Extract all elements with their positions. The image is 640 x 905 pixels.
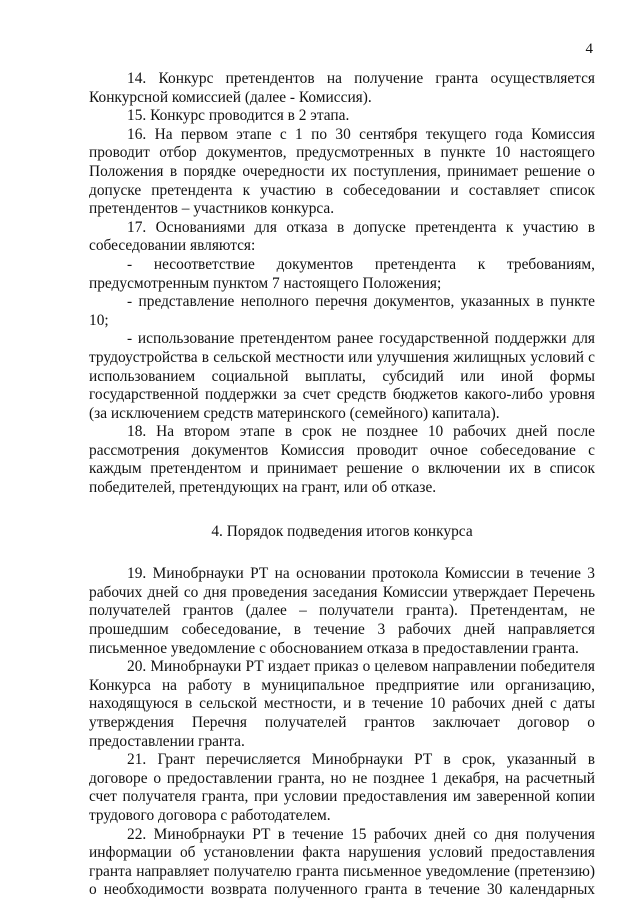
paragraph-17-item-1: - несоответствие документов претендента к требованиям, предусмотренным пунктом 7 настоящего Положения; <box>89 255 595 292</box>
paragraph-20: 20. Минобрнауки РТ издает приказ о целевом направлении победителя Конкурса на работу в муниципальное предприятие или организацию, находящуюся в сельской местности, и в течение 10 рабочих дней с даты утверждения Перечня получателей грантов заключает договор о предоставлении гранта. <box>89 658 595 750</box>
paragraph-16: 16. На первом этапе с 1 по 30 сентября текущего года Комиссия проводит отбор документов, предусмотренных в пункте 10 настоящего Положения в порядке очередности их поступления, принимает решение о допуске претендента к участию в собеседовании и составляет список претендентов – участников конкурса. <box>89 125 595 218</box>
paragraph-15: 15. Конкурс проводится в 2 этапа. <box>127 107 350 125</box>
paragraph-21: 21. Грант перечисляется Минобрнауки РТ в срок, указанный в договоре о предоставлении гранта, но не позднее 1 декабря, на расчетный счет получателя гранта, при условии предоставления им заверенной копии трудового договора с работодателем. <box>89 751 595 824</box>
paragraph-17: 17. Основаниями для отказа в допуске претендента к участию в собеседовании являются: <box>89 218 595 255</box>
document-body <box>89 70 595 900</box>
section-4-heading: 4. Порядок подведения итогов конкурса <box>211 522 473 540</box>
paragraph-19: 19. Минобрнауки РТ на основании протокола Комиссии в течение 3 рабочих дней со дня проведения заседания Комиссии утверждает Перечень получателей грантов (далее – получатели гранта). Претендентам, не прошедшим собеседование, в течение 3 рабочих дней направляется письменное уведомление с обоснованием отказа в предоставлении гранта. <box>89 565 595 657</box>
paragraph-18: 18. На втором этапе в срок не позднее 10 рабочих дней после рассмотрения документов Комиссия проводит очное собеседование с каждым претендентом и принимает решение о включении их в список победителей, претендующих на грант, или об отказе. <box>89 423 595 497</box>
paragraph-14: 14. Конкурс претендентов на получение гранта осуществляется Конкурсной комиссией (далее - Комиссия). <box>89 70 595 106</box>
page-number: 4 <box>585 41 593 57</box>
paragraph-22: 22. Минобрнауки РТ в течение 15 рабочих дней со дня получения информации об установлении факта нарушения условий предоставления гранта направляет получателю гранта письменное уведомление (претензию) о необходимости возврата полученного гранта в течение 30 календарных <box>89 825 595 899</box>
paragraph-17-item-2: - представление неполного перечня документов, указанных в пункте 10; <box>89 293 595 329</box>
paragraph-17-item-3: - использование претендентом ранее государственной поддержки для трудоустройства в сельской местности или улучшения жилищных условий с использованием социальной выплаты, субсидий или иной формы государственной поддержки за счет средств бюджетов какого-либо уровня (за исключением средств материнского (семейного) капитала). <box>89 330 595 422</box>
